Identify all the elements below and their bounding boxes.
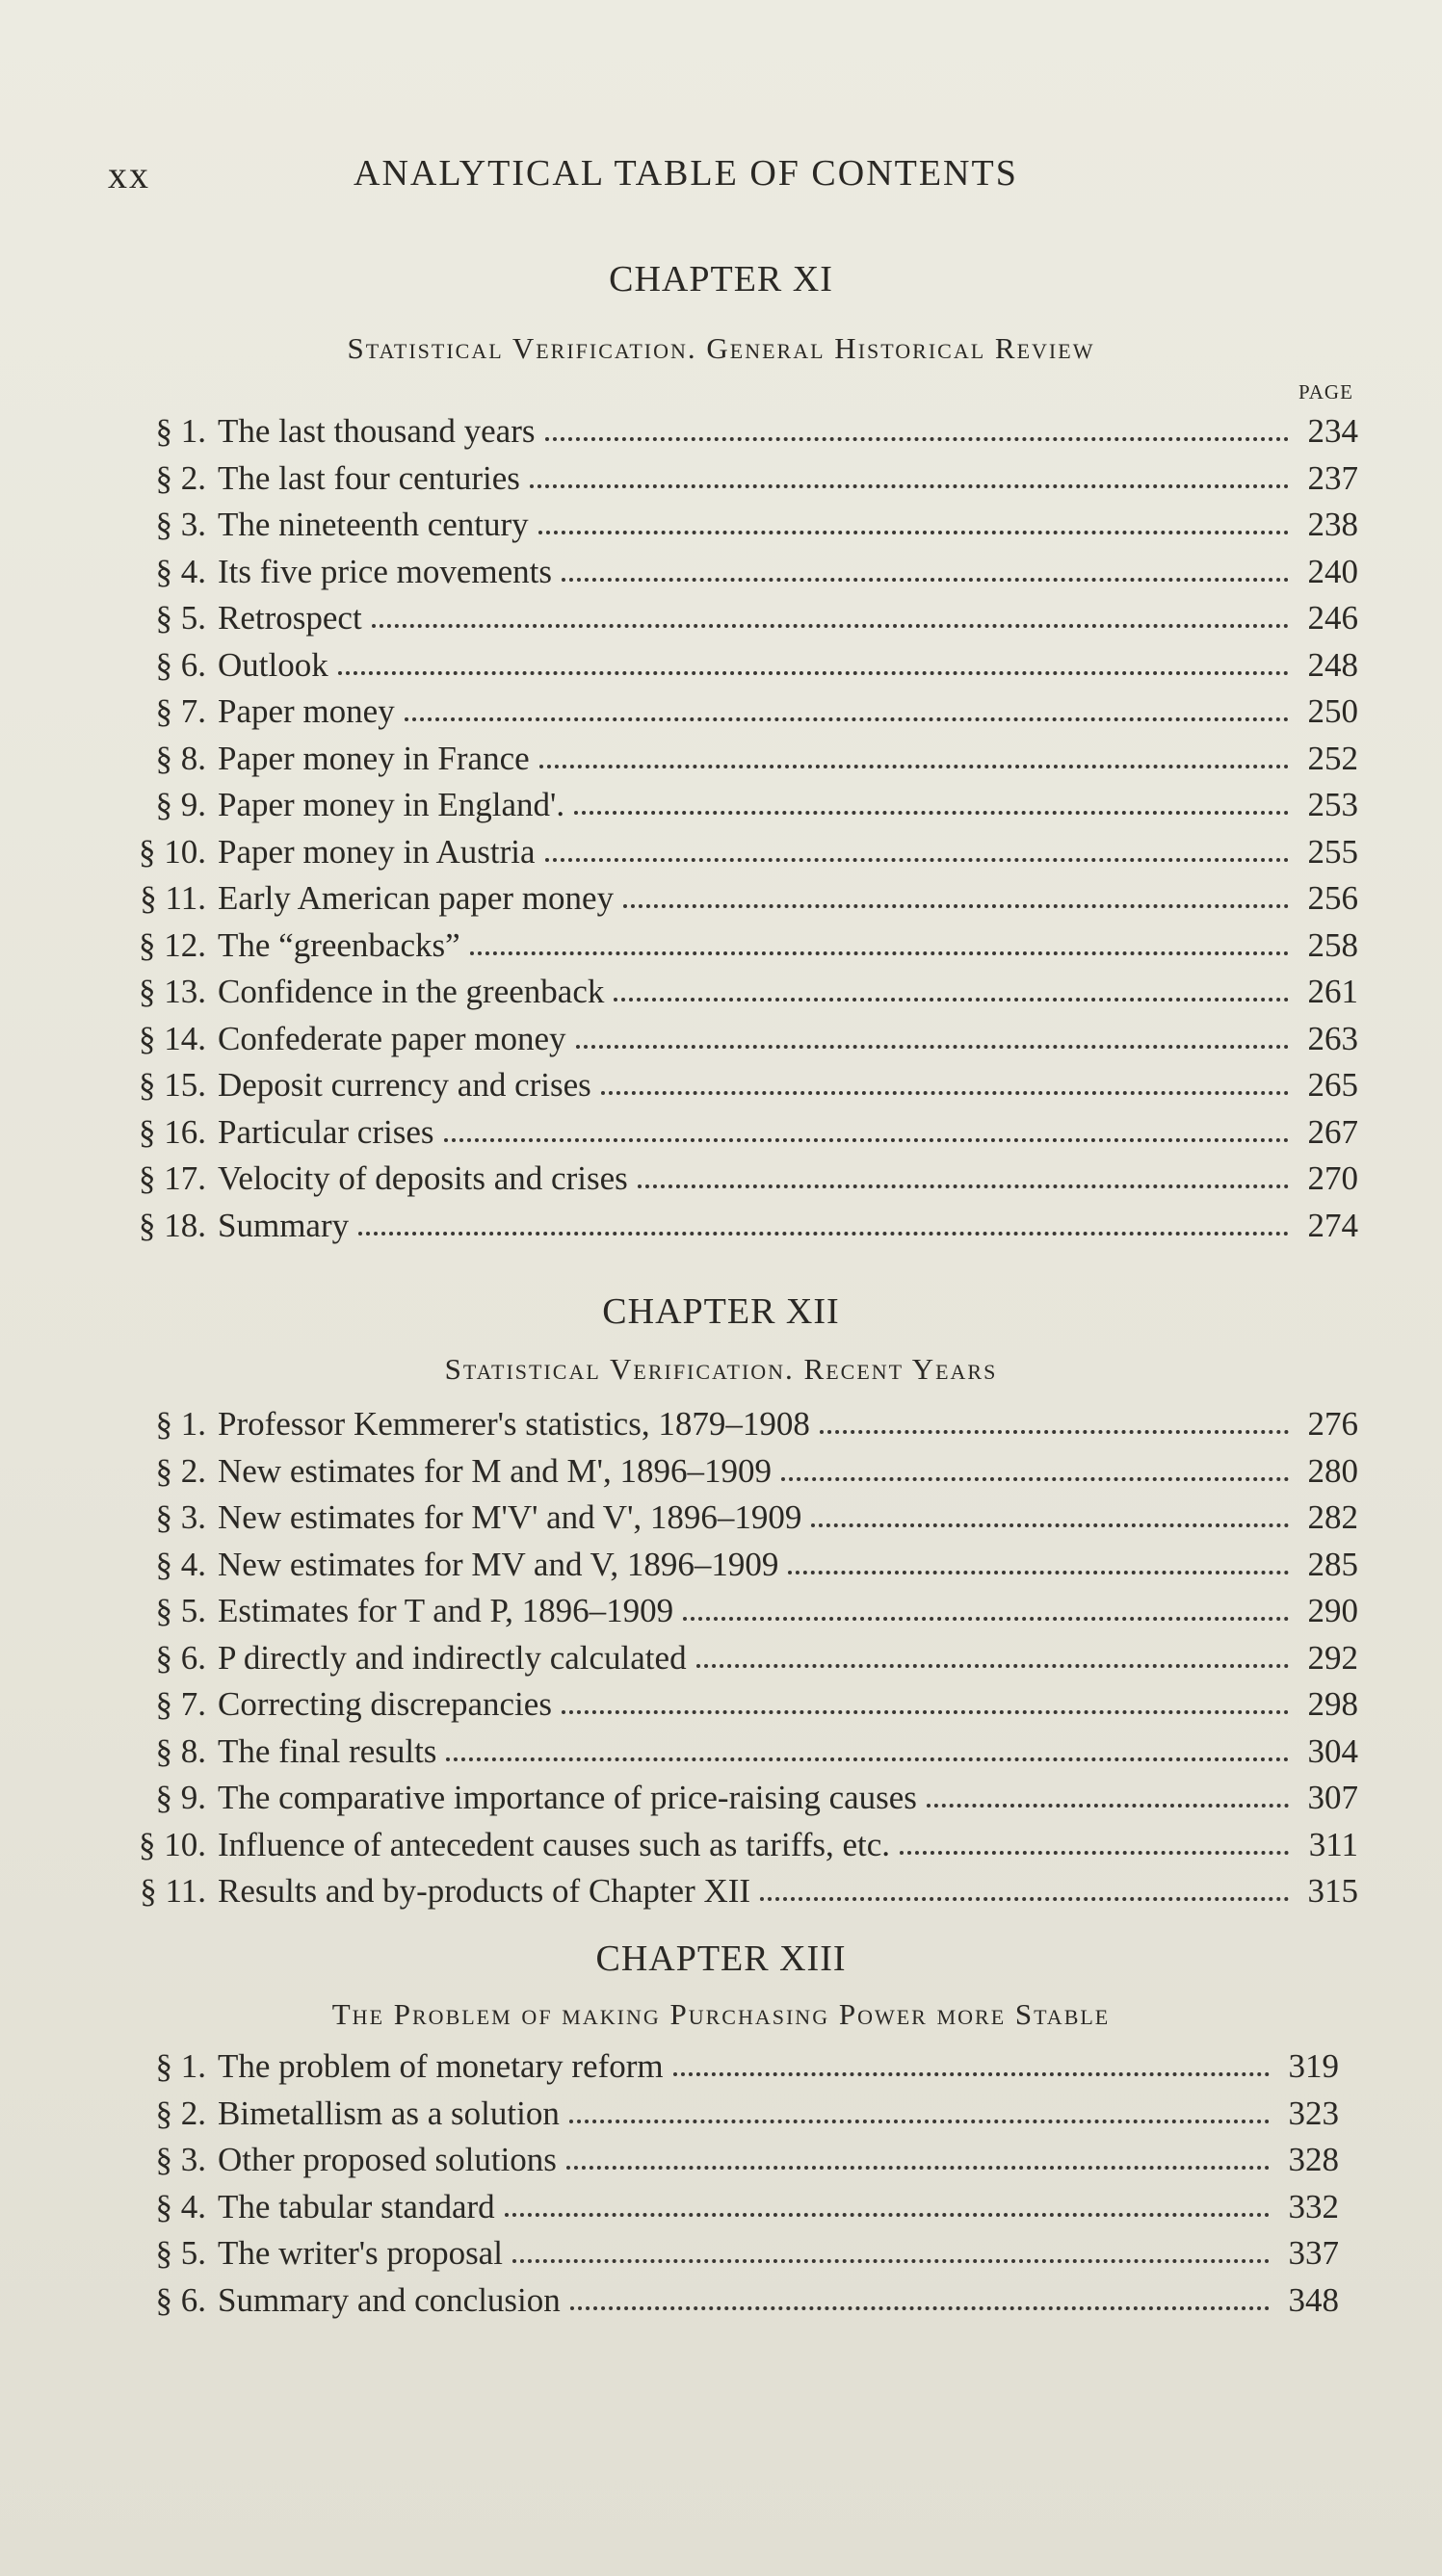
dot-leader	[562, 1710, 1289, 1714]
section-number: § 1.	[155, 1405, 206, 1443]
entry-title: Estimates for T and P, 1896–1909	[218, 1592, 674, 1629]
section-number: § 3.	[155, 1498, 206, 1536]
entry-title: New estimates for MV and V, 1896–1909	[218, 1545, 779, 1583]
toc-entry	[108, 2277, 1339, 2325]
section-number: § 11.	[140, 879, 206, 917]
toc-entry	[108, 969, 1358, 1016]
toc-entry	[108, 595, 1358, 642]
page-number: 290	[1307, 1592, 1358, 1629]
chapter-heading: CHAPTER XIII	[595, 1939, 847, 1979]
entry-title: Retrospect	[218, 599, 362, 637]
page-number: 248	[1307, 645, 1358, 684]
page-number: 256	[1307, 879, 1358, 917]
page-number: 298	[1307, 1685, 1358, 1723]
dot-leader	[512, 2259, 1270, 2263]
page-number: 311	[1308, 1825, 1358, 1863]
page-number: 337	[1288, 2234, 1339, 2272]
chapter-subtitle: Statistical Verification. General Historical Review	[347, 331, 1095, 365]
entry-title: Paper money in France	[218, 739, 530, 777]
section-number: § 4.	[155, 1545, 206, 1583]
entry-title: The writer's proposal	[218, 2234, 503, 2272]
dot-leader	[601, 1091, 1289, 1095]
section-number: § 8.	[155, 1731, 206, 1770]
section-number: § 15.	[139, 1066, 206, 1104]
page-folio: xx	[108, 153, 150, 196]
chapter-heading: CHAPTER XII	[602, 1291, 840, 1332]
toc-list	[108, 1401, 1358, 1915]
entry-title: The nineteenth century	[218, 506, 529, 543]
page-number: 348	[1288, 2280, 1339, 2319]
toc-list	[108, 2043, 1339, 2324]
entry-title: The tabular standard	[218, 2187, 495, 2225]
section-number: § 3.	[155, 506, 206, 543]
toc-entry	[108, 1016, 1358, 1063]
toc-entry	[108, 875, 1358, 923]
dot-leader	[562, 578, 1289, 582]
toc-entry	[108, 1588, 1358, 1635]
toc-entry	[108, 1062, 1358, 1109]
toc-entry	[108, 2184, 1339, 2231]
page-number: 323	[1288, 2094, 1339, 2132]
dot-leader	[623, 904, 1289, 908]
section-number: § 5.	[155, 599, 206, 637]
dot-leader	[900, 1851, 1289, 1855]
section-number: § 1.	[155, 2047, 206, 2085]
entry-title: Bimetallism as a solution	[218, 2094, 560, 2132]
page-number: 253	[1307, 786, 1358, 823]
section-number: § 5.	[155, 2234, 206, 2272]
section-number: § 5.	[155, 1592, 206, 1629]
entry-title: Results and by-products of Chapter XII	[218, 1872, 751, 1910]
entry-title: The last four centuries	[218, 458, 520, 497]
page-number: 307	[1307, 1779, 1358, 1816]
section-number: § 10.	[139, 832, 206, 871]
toc-entry	[108, 736, 1358, 783]
entry-title: Particular crises	[218, 1112, 434, 1151]
section-number: § 1.	[155, 412, 206, 450]
dot-leader	[372, 624, 1289, 628]
section-number: § 9.	[155, 786, 206, 823]
toc-entry	[108, 923, 1358, 970]
entry-title: Paper money in England'.	[218, 786, 565, 823]
page-number: 332	[1288, 2187, 1339, 2225]
dot-leader	[638, 1184, 1289, 1188]
page-number: 263	[1307, 1019, 1358, 1057]
section-number: § 2.	[155, 458, 206, 497]
entry-title: Deposit currency and crises	[218, 1066, 591, 1104]
dot-leader	[569, 2120, 1270, 2123]
dot-leader	[566, 2166, 1270, 2170]
section-number: § 12.	[139, 925, 206, 964]
page-number: 265	[1307, 1066, 1358, 1104]
page-number: 258	[1307, 925, 1358, 964]
toc-entry	[108, 689, 1358, 736]
dot-leader	[576, 1045, 1289, 1049]
dot-leader	[539, 765, 1289, 768]
toc-entry	[108, 1401, 1358, 1448]
toc-entry	[108, 455, 1358, 503]
page-number: 280	[1307, 1451, 1358, 1490]
section-number: § 13.	[139, 973, 206, 1010]
section-number: § 10.	[139, 1825, 206, 1863]
page-number: 328	[1288, 2141, 1339, 2178]
entry-title: P directly and indirectly calculated	[218, 1638, 687, 1677]
dot-leader	[683, 1617, 1289, 1621]
page-number: 285	[1307, 1545, 1358, 1583]
dot-leader	[505, 2213, 1270, 2217]
section-number: § 4.	[155, 2187, 206, 2225]
section-number: § 16.	[139, 1112, 206, 1151]
section-number: § 14.	[139, 1019, 206, 1057]
section-number: § 2.	[155, 1451, 206, 1490]
toc-entry	[108, 1542, 1358, 1589]
entry-title: Early American paper money	[218, 879, 615, 917]
toc-entry	[108, 1156, 1358, 1203]
entry-title: Velocity of deposits and crises	[218, 1159, 628, 1197]
dot-leader	[545, 437, 1290, 441]
dot-leader	[570, 2306, 1270, 2310]
section-number: § 11.	[140, 1872, 206, 1910]
page-number: 261	[1307, 973, 1358, 1010]
dot-leader	[760, 1897, 1289, 1901]
section-number: § 6.	[155, 1638, 206, 1677]
dot-leader	[538, 531, 1289, 534]
toc-entry	[108, 1822, 1358, 1869]
section-number: § 7.	[155, 1685, 206, 1723]
entry-title: The last thousand years	[218, 412, 536, 450]
section-number: § 7.	[155, 692, 206, 730]
dot-leader	[470, 951, 1289, 955]
dot-leader	[530, 484, 1289, 488]
entry-title: Its five price movements	[218, 552, 552, 590]
dot-leader	[673, 2072, 1270, 2076]
dot-leader	[574, 811, 1289, 815]
entry-title: Summary	[218, 1206, 350, 1244]
dot-leader	[444, 1138, 1290, 1142]
running-head-title: ANALYTICAL TABLE OF CONTENTS	[354, 153, 1018, 194]
entry-title: New estimates for M'V' and V', 1896–1909	[218, 1498, 802, 1536]
entry-title: New estimates for M and M', 1896–1909	[218, 1451, 772, 1490]
dot-leader	[927, 1804, 1289, 1808]
toc-entry	[108, 1203, 1358, 1250]
dot-leader	[811, 1523, 1289, 1527]
chapter-heading: CHAPTER XI	[609, 259, 833, 299]
section-number: § 2.	[155, 2094, 206, 2132]
toc-entry	[108, 2137, 1339, 2184]
toc-entry	[108, 1729, 1358, 1776]
page-column-label: PAGE	[1298, 380, 1353, 403]
toc-entry	[108, 829, 1358, 876]
entry-title: Outlook	[218, 645, 328, 684]
page-number: 304	[1307, 1731, 1358, 1770]
section-number: § 4.	[155, 552, 206, 590]
entry-title: Paper money	[218, 692, 395, 730]
page-number: 319	[1288, 2047, 1339, 2085]
section-number: § 17.	[139, 1159, 206, 1197]
toc-entry	[108, 408, 1358, 455]
page-number: 274	[1307, 1206, 1358, 1244]
page-number: 276	[1307, 1405, 1358, 1443]
entry-title: The final results	[218, 1731, 437, 1770]
dot-leader	[405, 717, 1289, 721]
dot-leader	[696, 1664, 1289, 1668]
dot-leader	[545, 858, 1289, 862]
chapter-subtitle: The Problem of making Purchasing Power more Stable	[331, 1997, 1111, 2031]
section-number: § 8.	[155, 739, 206, 777]
toc-entry	[108, 2043, 1339, 2091]
entry-title: Confidence in the greenback	[218, 973, 605, 1010]
toc-entry	[108, 1681, 1358, 1729]
chapter-subtitle: Statistical Verification. Recent Years	[444, 1352, 998, 1386]
section-number: § 9.	[155, 1779, 206, 1816]
page-number: 234	[1307, 412, 1358, 450]
toc-entry	[108, 782, 1358, 829]
toc-entry	[108, 2091, 1339, 2138]
toc-entry	[108, 1775, 1358, 1822]
dot-leader	[446, 1757, 1289, 1761]
toc-entry	[108, 642, 1358, 690]
entry-title: The problem of monetary reform	[218, 2047, 664, 2085]
section-number: § 6.	[155, 645, 206, 684]
entry-title: The “greenbacks”	[218, 925, 460, 964]
running-head	[108, 152, 1119, 200]
dot-leader	[781, 1477, 1289, 1481]
toc-entry	[108, 1635, 1358, 1682]
toc-entry	[108, 1109, 1358, 1157]
entry-title: Summary and conclusion	[218, 2280, 561, 2319]
page-number: 246	[1307, 599, 1358, 637]
dot-leader	[820, 1430, 1289, 1434]
page-number: 267	[1307, 1112, 1358, 1151]
page-number: 237	[1307, 458, 1358, 497]
section-number: § 6.	[155, 2280, 206, 2319]
toc-entry	[108, 2230, 1339, 2277]
toc-entry	[108, 549, 1358, 596]
entry-title: Correcting discrepancies	[218, 1685, 552, 1723]
toc-entry	[108, 1868, 1358, 1915]
page-number: 270	[1307, 1159, 1358, 1197]
section-number: § 3.	[155, 2141, 206, 2178]
entry-title: Professor Kemmerer's statistics, 1879–1908	[218, 1405, 810, 1443]
toc-entry	[108, 502, 1358, 549]
toc-entry	[108, 1495, 1358, 1542]
dot-leader	[788, 1571, 1289, 1574]
dot-leader	[358, 1232, 1289, 1236]
page-number: 282	[1307, 1498, 1358, 1536]
dot-leader	[614, 998, 1289, 1002]
page-number: 240	[1307, 552, 1358, 590]
dot-leader	[338, 671, 1289, 675]
entry-title: Confederate paper money	[218, 1019, 566, 1057]
toc-list	[108, 408, 1358, 1249]
entry-title: The comparative importance of price-raising causes	[218, 1779, 917, 1816]
toc-entry	[108, 1448, 1358, 1496]
entry-title: Paper money in Austria	[218, 832, 536, 871]
entry-title: Other proposed solutions	[218, 2141, 557, 2178]
entry-title: Influence of antecedent causes such as tariffs, etc.	[218, 1825, 891, 1863]
section-number: § 18.	[139, 1206, 206, 1244]
page-number: 255	[1307, 832, 1358, 871]
page-number: 292	[1307, 1638, 1358, 1677]
page-number: 252	[1307, 739, 1358, 777]
page-number: 238	[1307, 506, 1358, 543]
page-number: 250	[1307, 692, 1358, 730]
page-number: 315	[1307, 1872, 1358, 1910]
